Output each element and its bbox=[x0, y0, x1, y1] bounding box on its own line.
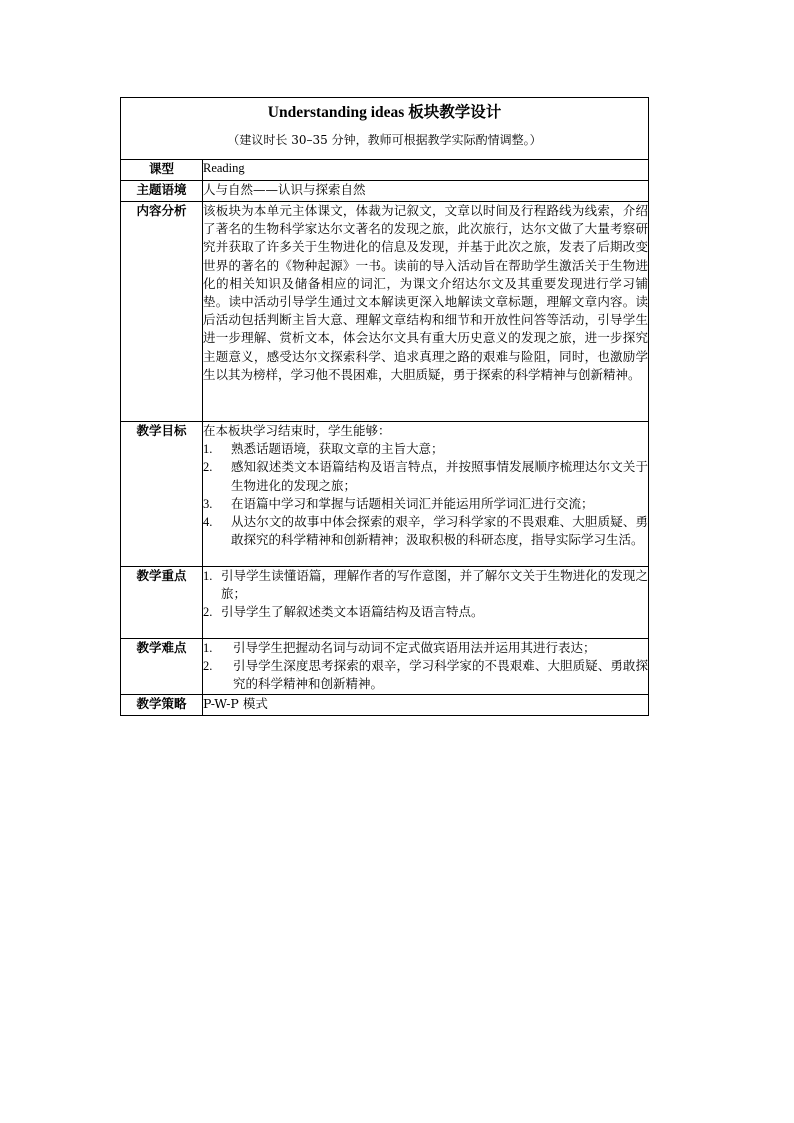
title-row bbox=[121, 98, 649, 160]
cell-content-analysis bbox=[203, 202, 649, 422]
list-item bbox=[203, 657, 648, 693]
list-text: 感知叙述类文本语篇结构及语言特点，并按照事情发展顺序梳理达尔文关于生物进化的发现之旅； bbox=[231, 459, 648, 493]
list-number: 1. bbox=[203, 569, 213, 583]
goals-list bbox=[203, 440, 648, 549]
lesson-plan-table bbox=[120, 97, 649, 716]
content-analysis-text: 该板块为本单元主体课文，体裁为记叙文，文章以时间及行程路线为线索，介绍了著名的生物科学家达尔文著名的发现之旅，此次旅行，达尔文做了大量考察研究并获取了许多关于生物进化的信息及发现，并基于此次之旅，发表了后期改变世界的著名的《物种起源》一书。读前的导入活动旨在帮助学生激活关于生物进化的相关知识及储备相应的词汇，为课文介绍达尔文及其重要发现进行学习铺垫。读中活动引导学生通过文本解读更深入地解读文章标题，理解文章内容。读后活动包括判断主旨大意、理解文章结构和细节和开放性问答等活动，引导学生进一步理解、赏析文本，体会达尔文具有重大历史意义的发现之旅，进一步探究主题意义，感受达尔文探索科学、追求真理之路的艰难与险阻，同时，也激励学生以其为榜样，学习他不畏困难，大胆质疑，勇于探索的科学精神与创新精神。 bbox=[203, 203, 648, 382]
list-number: 1. bbox=[203, 641, 213, 655]
label-content-analysis: 内容分析 bbox=[121, 202, 203, 422]
list-number: 2. bbox=[203, 605, 213, 620]
list-item bbox=[203, 495, 648, 513]
row-lesson-type bbox=[121, 160, 649, 181]
row-content-analysis bbox=[121, 202, 649, 422]
cell-key-points bbox=[203, 567, 649, 639]
goals-intro: 在本板块学习结束时，学生能够： bbox=[203, 423, 391, 438]
page-title: Understanding ideas 板块教学设计 bbox=[267, 104, 502, 121]
list-text: 在语篇中学习和掌握与话题相关词汇并能运用所学词汇进行交流； bbox=[231, 495, 594, 511]
list-text: 引导学生了解叙述类文本语篇结构及语言特点。 bbox=[221, 604, 484, 620]
list-text: 从达尔文的故事中体会探索的艰辛，学习科学家的不畏艰难、大胆质疑、勇敢探究的科学精神和创新精神；汲取积极的科研态度，指导实际学习生活。 bbox=[231, 514, 648, 548]
key-points-list bbox=[203, 567, 648, 622]
row-strategy bbox=[121, 694, 649, 715]
list-item bbox=[203, 567, 648, 603]
row-theme bbox=[121, 181, 649, 202]
label-strategy: 教学策略 bbox=[121, 694, 203, 715]
value-strategy: P-W-P 模式 bbox=[203, 694, 649, 715]
value-theme: 人与自然——认识与探索自然 bbox=[203, 181, 649, 202]
list-number: 3. bbox=[203, 496, 213, 511]
list-item bbox=[203, 603, 648, 621]
difficulties-list bbox=[203, 639, 648, 694]
title-cell bbox=[121, 98, 649, 160]
list-item bbox=[203, 440, 648, 458]
row-teaching-goals bbox=[121, 422, 649, 567]
label-key-points: 教学重点 bbox=[121, 567, 203, 639]
list-item bbox=[203, 639, 648, 657]
row-key-points bbox=[121, 567, 649, 639]
page-subtitle: （建议时长 30–35 分钟，教师可根据教学实际酌情调整。） bbox=[227, 133, 542, 147]
cell-difficulties bbox=[203, 639, 649, 695]
list-text: 引导学生把握动名词与动词不定式做宾语用法并运用其进行表达； bbox=[233, 640, 596, 655]
list-text: 引导学生读懂语篇，理解作者的写作意图，并了解尔文关于生物进化的发现之旅； bbox=[221, 568, 648, 602]
label-teaching-goals: 教学目标 bbox=[121, 422, 203, 567]
list-number: 2. bbox=[203, 659, 213, 674]
list-number: 4. bbox=[203, 515, 213, 530]
list-text: 熟悉话题语境，获取文章的主旨大意； bbox=[231, 441, 444, 457]
list-item bbox=[203, 513, 648, 549]
label-lesson-type: 课型 bbox=[121, 160, 203, 181]
cell-teaching-goals bbox=[203, 422, 649, 567]
list-text: 引导学生深度思考探索的艰辛，学习科学家的不畏艰难、大胆质疑、勇敢探究的科学精神和创新精神。 bbox=[233, 658, 648, 692]
label-difficulties: 教学难点 bbox=[121, 639, 203, 695]
row-difficulties bbox=[121, 639, 649, 695]
list-number: 2. bbox=[203, 460, 213, 475]
list-number: 1. bbox=[203, 442, 213, 457]
list-item bbox=[203, 458, 648, 494]
label-theme: 主题语境 bbox=[121, 181, 203, 202]
value-lesson-type: Reading bbox=[203, 160, 649, 181]
